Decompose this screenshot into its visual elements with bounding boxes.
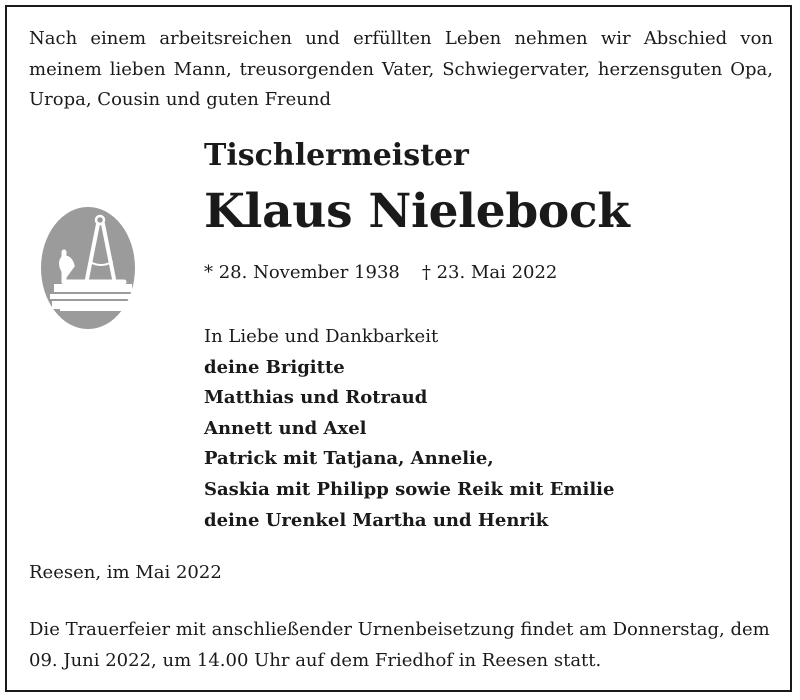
deceased-name: Klaus Nielebock [204,184,630,239]
place-and-date: Reesen, im Mai 2022 [29,562,222,583]
mourner-line: Annett und Axel [204,417,367,439]
mourners-block [204,322,614,536]
profession-title: Tischlermeister [204,138,469,173]
mourner-line: Patrick mit Tatjana, Annelie, [204,448,494,470]
mourner-line: Matthias und Rotraud [204,387,428,409]
intro-text: Nach einem arbeitsreichen und erfüllten Leben nehmen wir Abschied von meinem lieben Mann, treusorgenden Vater, Schwiegervater, herzensguten Opa, Uropa, Cousin und guten Freund [29,28,773,110]
dedication: In Liebe und Dankbarkeit [204,326,439,347]
mourner-line: deine Urenkel Martha und Henrik [204,509,549,531]
life-dates [204,262,557,283]
birth-date: * 28. November 1938 [204,262,400,283]
mourner-line: deine Brigitte [204,356,345,378]
death-date: † 23. Mai 2022 [421,262,558,283]
funeral-notice: Die Trauerfeier mit anschließender Urnenbeisetzung findet am Donnerstag, dem 09. Juni 2022, um 14.00 Uhr auf dem Friedhof in Reesen statt. [29,619,770,671]
carpentry-tools-icon [40,206,136,330]
mourner-line: Saskia mit Philipp sowie Reik mit Emilie [204,478,615,500]
